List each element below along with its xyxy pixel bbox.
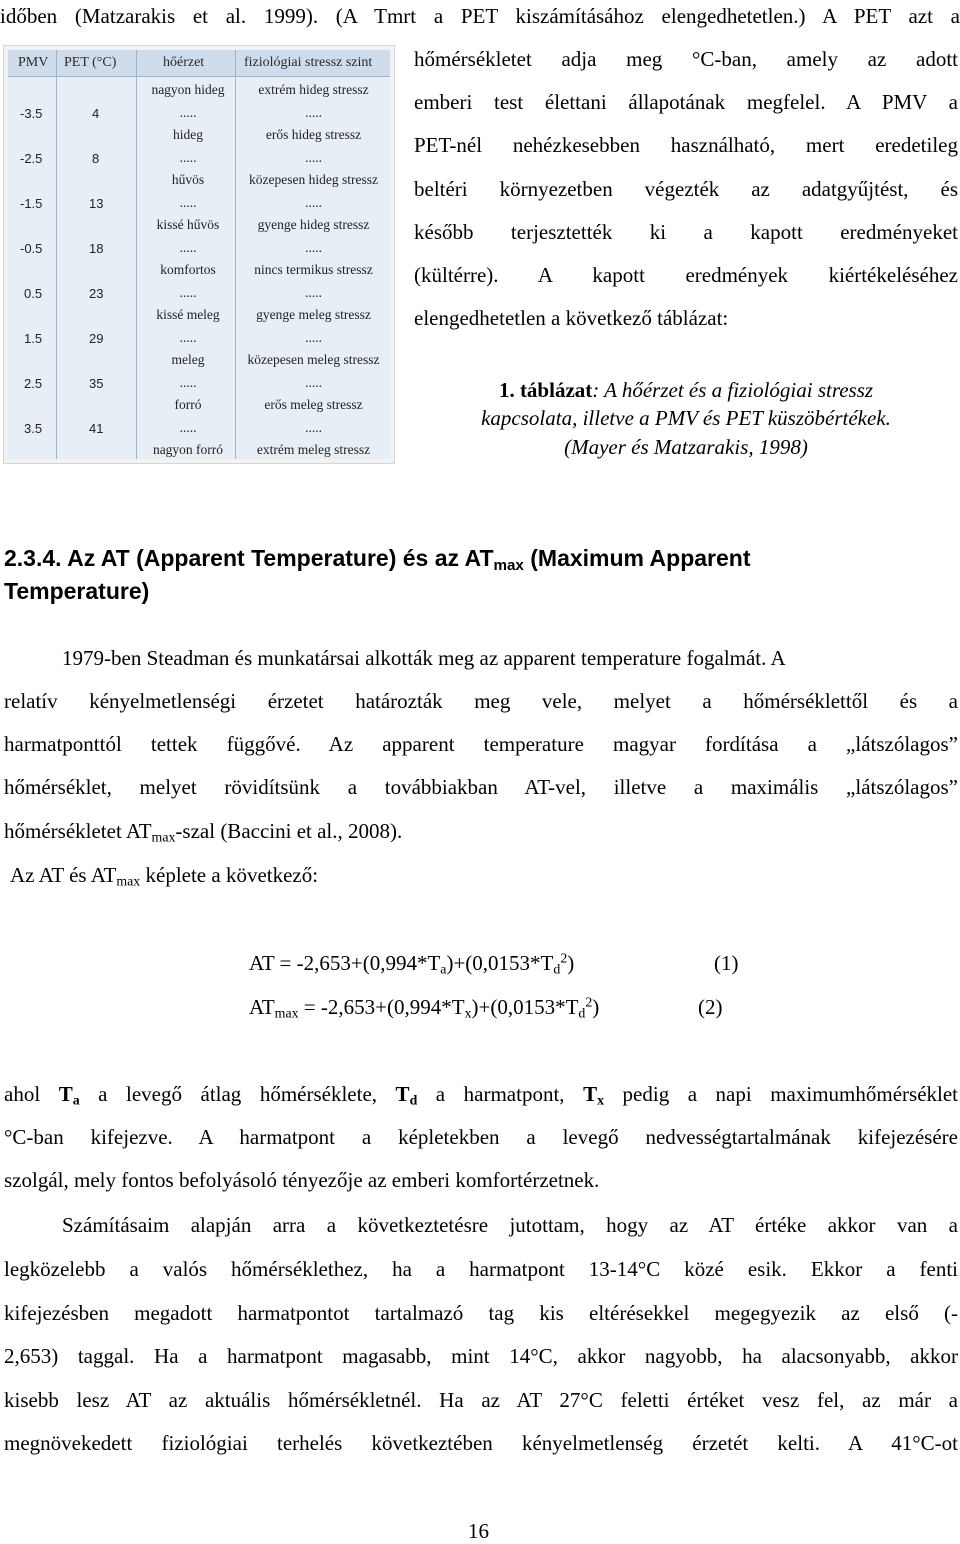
text-run: -szal (Baccini et al., 2008). [175,819,403,843]
pmv-value: -1.5 [20,196,43,211]
text-line: legközelebb a valós hőmérséklethez, ha a harmatpont 13-14°C közé esik. Ekkor a fenti [4,1257,958,1281]
sensation-cell: nagyon hideg [151,82,225,97]
text-line: emberi test élettani állapotának megfelel. A PMV a [414,90,958,114]
text-run: a levegő átlag hőmérséklete, [79,1082,396,1106]
subscript: x [597,1092,605,1108]
equation-at-max [249,995,599,1020]
sensation-cell: ..... [179,240,197,255]
pmv-value: 3.5 [24,421,43,436]
text-line: Számításaim alapján arra a következtetésre jutottam, hogy az AT értéke akkor van a [62,1213,958,1237]
stress-cell: gyenge hideg stressz [257,217,370,232]
pet-value: 8 [92,151,100,166]
text-run: Az AT és AT [10,863,117,887]
caption-label: 1. táblázat [498,378,593,402]
caption-text: kapcsolata, illetve a PMV és PET küszöbértékek. [481,406,891,430]
sensation-cell: forró [174,397,202,412]
sensation-cell: ..... [179,195,197,210]
equation-part: AT = -2,653+(0,994*T [249,951,441,975]
pet-value: 23 [89,286,104,301]
symbol-ta: T [58,1082,73,1106]
stress-cell: ..... [305,105,322,120]
equation-number: (1) [714,951,739,975]
text-line: hőmérsékletet adja meg °C-ban, amely az adott [414,47,958,71]
subscript: d [409,1092,418,1108]
section-title-sub: max [493,556,524,574]
pet-value: 41 [89,421,104,436]
subscript: max [116,873,141,889]
equation-part: )+(0,0153*T [471,995,579,1019]
sensation-cell: ..... [179,105,197,120]
pet-value: 18 [89,241,104,256]
stress-cell: ..... [305,285,322,300]
equation-part: AT [249,995,275,1019]
pmv-value: 2.5 [24,376,43,391]
text-line: kifejezésben megadott harmatpontot tartalmazó tag kis eltérésekkel megegyezik az első (- [4,1301,958,1325]
caption-source: (Mayer és Matzarakis, 1998) [564,435,808,459]
equation-part: ) [592,995,600,1019]
text-run: hőmérsékletet AT [4,819,152,843]
table-caption-line [414,404,958,432]
col-header-stress: fiziológiai stressz szint [244,55,373,70]
pmv-pet-table-figure [3,45,395,464]
page-number: 16 [468,1519,489,1543]
text-line: 1979-ben Steadman és munkatársai alkották meg az apparent temperature fogalmát. A [62,646,786,670]
sensation-cell: nagyon forró [152,442,224,457]
pmv-value: 0.5 [24,286,43,301]
superscript: 2 [585,994,593,1010]
pet-value: 35 [89,376,104,391]
col-header-pet: PET (°C) [64,55,117,70]
sensation-cell: meleg [171,352,205,367]
caption-text: : A hőérzet és a fiziológiai stressz [592,378,874,402]
text-line: PET-nél nehézkesebben használható, mert eredetileg [414,133,958,157]
subscript: d [578,1005,586,1021]
text-line: hőmérséklet, melyet rövidítsünk a továbbiakban AT-vel, illetve a maximális „látszólagos” [4,775,958,799]
sensation-cell: hűvös [171,172,205,187]
text-line [10,862,910,888]
text-line: elengedhetetlen a következő táblázat: [414,306,729,330]
sensation-cell: komfortos [160,262,216,277]
stress-cell: ..... [305,240,322,255]
text-line: később terjesztették ki a kapott eredményeket [414,220,958,244]
stress-cell: ..... [305,195,322,210]
pmv-value: -3.5 [20,106,43,121]
equation-at [249,951,574,976]
section-title: Az AT (Apparent Temperature) és az AT [61,545,494,571]
col-header-pmv: PMV [18,55,49,70]
stress-cell: erős meleg stressz [264,397,363,412]
section-heading [4,543,751,573]
stress-cell: ..... [305,420,322,435]
stress-cell: közepesen hideg stressz [249,172,378,187]
pmv-value: -2.5 [20,151,43,166]
table-caption [414,376,958,404]
stress-cell: extrém meleg stressz [256,442,371,457]
table-divider [136,50,137,459]
section-number: 2.3.4. [4,545,62,571]
pet-value: 4 [92,106,100,121]
sensation-cell: hideg [173,127,203,142]
section-heading-line2: Temperature) [4,578,150,604]
stress-cell: ..... [305,375,322,390]
symbol-td: T [395,1082,410,1106]
pmv-value: 1.5 [24,331,43,346]
sensation-cell: ..... [179,330,197,345]
text-line: megnövekedett fiziológiai terhelés következtében kényelmetlenség érzetét kelti. A 41°C-ot [4,1431,958,1455]
subscript: d [553,961,561,977]
text-line: beltéri környezetben végezték az adatgyűjtést, és [414,177,958,201]
pmv-value: -0.5 [20,241,43,256]
subscript: max [274,1005,299,1021]
text-line: időben (Matzarakis et al. 1999). (A Tmrt a PET kiszámításához elengedhetetlen.) A PET azt a [0,4,960,28]
subscript: a [440,961,447,977]
stress-cell: gyenge meleg stressz [256,307,371,322]
sensation-cell: ..... [179,285,197,300]
stress-cell: ..... [305,150,322,165]
stress-cell: extrém hideg stressz [258,82,369,97]
sensation-cell: ..... [179,150,197,165]
text-run: a harmatpont, [417,1082,584,1106]
equation-number: (2) [698,995,723,1019]
equation-part: )+(0,0153*T [446,951,554,975]
subscript: a [72,1092,80,1108]
stress-cell: ..... [305,330,322,345]
text-run: pedig a napi maximumhőmérséklet [604,1082,959,1106]
text-line [4,1081,958,1107]
superscript: 2 [560,950,568,966]
text-line: harmatponttól tettek függővé. Az apparent temperature magyar fordítása a „látszólagos” [4,732,958,756]
symbol-tx: T [583,1082,598,1106]
equation-part: ) [567,951,575,975]
text-line: (kültérre). A kapott eredmények kiértékeléséhez [414,263,958,287]
text-line: °C-ban kifejezve. A harmatpont a képletekben a levegő nedvességtartalmának kifejezésére [4,1125,958,1149]
stress-cell: nincs termikus stressz [254,262,373,277]
stress-cell: közepesen meleg stressz [247,352,380,367]
text-line: szolgál, mely fontos befolyásoló tényezője az emberi komfortérzetnek. [4,1168,600,1192]
figure-table [8,50,390,459]
subscript: max [151,829,176,845]
text-line: relatív kényelmetlenségi érzetet határozták meg vele, melyet a hőmérséklettől és a [4,689,958,713]
sensation-cell: kissé hűvös [156,217,220,232]
text-line: kisebb lesz AT az aktuális hőmérsékletnél. Ha az AT 27°C feletti értéket vesz fel, az már a [4,1388,958,1412]
text-run: képlete a következő: [140,863,319,887]
text-line: 2,653) taggal. Ha a harmatpont magasabb, mint 14°C, akkor nagyobb, ha alacsonyabb, akkor [4,1344,958,1368]
sensation-cell: ..... [179,420,197,435]
equation-part: = -2,653+(0,994*T [298,995,465,1019]
table-caption-line [414,433,958,461]
subscript: x [464,1005,472,1021]
pet-value: 13 [89,196,104,211]
stress-cell: erős hideg stressz [265,127,362,142]
sensation-cell: kissé meleg [156,307,220,322]
sensation-cell: ..... [179,375,197,390]
table-divider [56,50,57,459]
pet-value: 29 [89,331,104,346]
col-header-sensation: hőérzet [163,55,205,70]
text-run: ahol [4,1082,59,1106]
table-header-row [8,50,390,77]
section-title: (Maximum Apparent [523,545,751,571]
text-line [4,818,958,844]
